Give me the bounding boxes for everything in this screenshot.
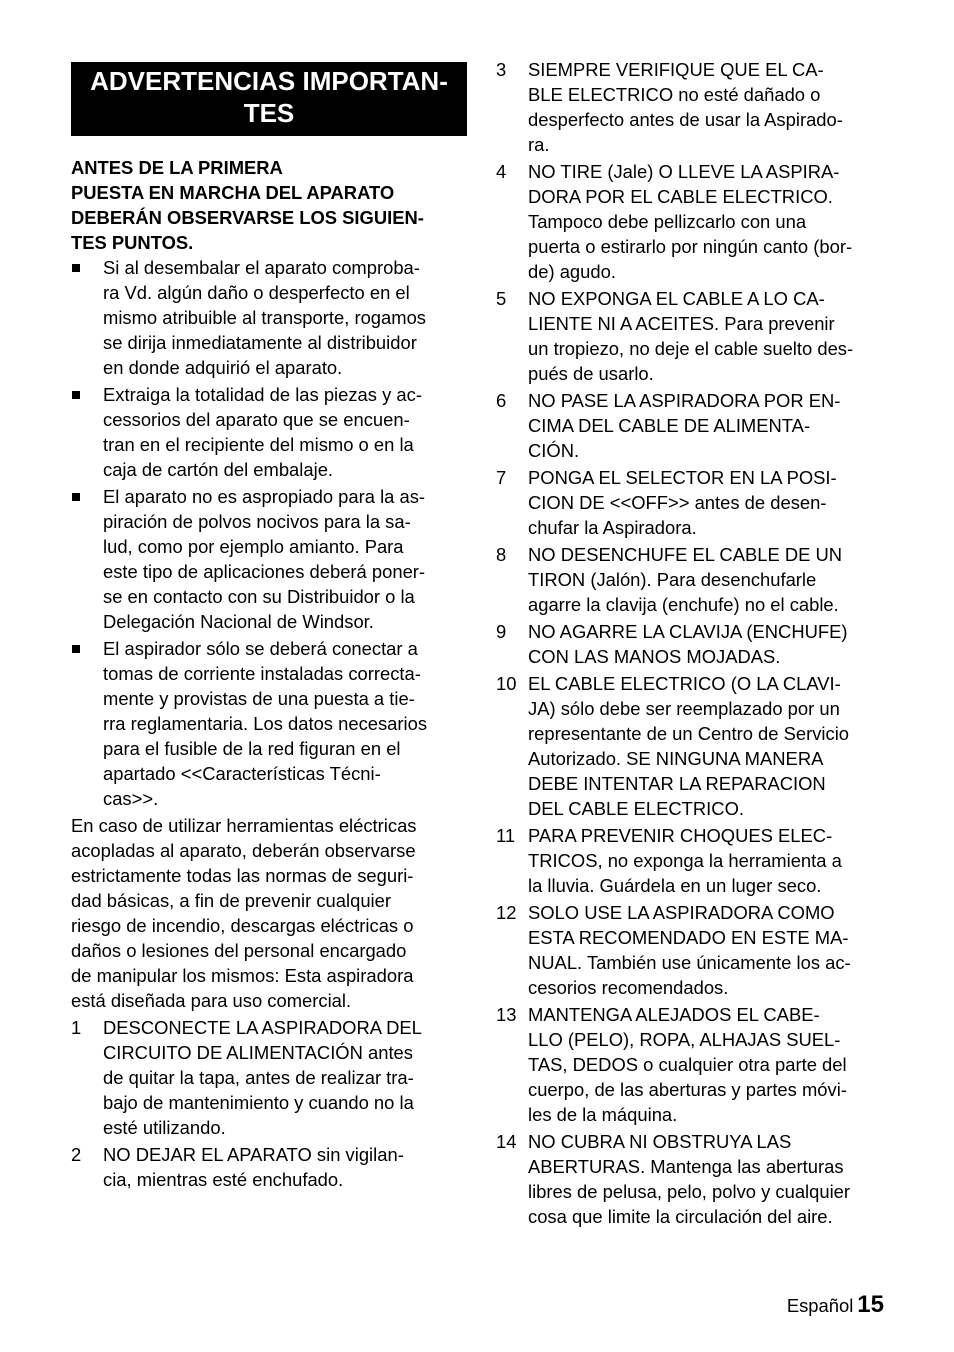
item-number: 2 bbox=[71, 1144, 82, 1165]
text-line: Autorizado. SE NINGUNA MANERA bbox=[528, 748, 824, 769]
numbered-list-right bbox=[496, 57, 886, 1229]
text-line: apartado <<Características Técni- bbox=[103, 763, 381, 784]
bullet-list bbox=[71, 255, 467, 811]
text-line: PONGA EL SELECTOR EN LA POSI- bbox=[528, 467, 837, 488]
text-line: un tropiezo, no deje el cable suelto des- bbox=[528, 338, 854, 359]
numbered-item bbox=[496, 388, 886, 463]
bullet-item bbox=[71, 636, 467, 811]
item-number: 1 bbox=[71, 1017, 82, 1038]
text-line: estrictamente todas las normas de seguri- bbox=[71, 865, 414, 886]
item-number: 6 bbox=[496, 390, 507, 411]
square-bullet-icon bbox=[72, 493, 80, 501]
text-line: esté utilizando. bbox=[103, 1117, 226, 1138]
numbered-item bbox=[496, 465, 886, 540]
text-line: desperfecto antes de usar la Aspirado- bbox=[528, 109, 843, 130]
numbered-item bbox=[496, 1129, 886, 1229]
item-number: 13 bbox=[496, 1004, 517, 1025]
text-line: NO DESENCHUFE EL CABLE DE UN bbox=[528, 544, 843, 565]
text-line: ra Vd. algún daño o desperfecto en el bbox=[103, 282, 410, 303]
item-number: 4 bbox=[496, 161, 507, 182]
text-line: acopladas al aparato, deberán observarse bbox=[71, 840, 416, 861]
page-number: 15 bbox=[857, 1291, 884, 1318]
footer-language: Español bbox=[786, 1295, 854, 1316]
intro-heading-line: TES PUNTOS. bbox=[71, 232, 194, 253]
text-line: cas>>. bbox=[103, 788, 159, 809]
intro-heading-line: ANTES DE LA PRIMERA bbox=[71, 157, 283, 178]
text-line: ra. bbox=[528, 134, 550, 155]
text-line: representante de un Centro de Servicio bbox=[528, 723, 850, 744]
item-number: 7 bbox=[496, 467, 507, 488]
text-line: NO PASE LA ASPIRADORA POR EN- bbox=[528, 390, 841, 411]
numbered-item bbox=[496, 823, 886, 898]
text-line: DORA POR EL CABLE ELECTRICO. bbox=[528, 186, 833, 207]
text-line: TRICOS, no exponga la herramienta a bbox=[528, 850, 842, 871]
numbered-item bbox=[496, 671, 886, 821]
text-line: CIÓN. bbox=[528, 440, 580, 461]
text-line: este tipo de aplicaciones deberá poner- bbox=[103, 561, 426, 582]
text-line: pués de usarlo. bbox=[528, 363, 654, 384]
text-line: Extraiga la totalidad de las piezas y ac- bbox=[103, 384, 422, 405]
text-line: bajo de mantenimiento y cuando no la bbox=[103, 1092, 414, 1113]
numbered-item bbox=[496, 900, 886, 1000]
section-title bbox=[71, 62, 467, 136]
text-line: está diseñada para uso comercial. bbox=[71, 990, 352, 1011]
intro-heading-line: DEBERÁN OBSERVARSE LOS SIGUIEN- bbox=[71, 207, 424, 228]
numbered-item bbox=[71, 1142, 467, 1192]
text-line: MANTENGA ALEJADOS EL CABE- bbox=[528, 1004, 820, 1025]
text-line: la lluvia. Guárdela en un luger seco. bbox=[528, 875, 822, 896]
text-line: DEBE INTENTAR LA REPARACION bbox=[528, 773, 826, 794]
bullet-item bbox=[71, 382, 467, 482]
numbered-item bbox=[496, 57, 886, 157]
text-line: PARA PREVENIR CHOQUES ELEC- bbox=[528, 825, 833, 846]
text-line: caja de cartón del embalaje. bbox=[103, 459, 334, 480]
text-line: cia, mientras esté enchufado. bbox=[103, 1169, 344, 1190]
text-line: de) agudo. bbox=[528, 261, 616, 282]
text-line: SIEMPRE VERIFIQUE QUE EL CA- bbox=[528, 59, 824, 80]
text-line: riesgo de incendio, descargas eléctricas o bbox=[71, 915, 414, 936]
text-line: piración de polvos nocivos para la sa- bbox=[103, 511, 411, 532]
text-line: se en contacto con su Distribuidor o la bbox=[103, 586, 415, 607]
text-line: chufar la Aspiradora. bbox=[528, 517, 697, 538]
text-line: daños o lesiones del personal encargado bbox=[71, 940, 407, 961]
text-line: libres de pelusa, pelo, polvo y cualquier bbox=[528, 1181, 851, 1202]
text-line: DEL CABLE ELECTRICO. bbox=[528, 798, 744, 819]
text-line: BLE ELECTRICO no esté dañado o bbox=[528, 84, 821, 105]
numbered-item bbox=[496, 542, 886, 617]
text-line: NO AGARRE LA CLAVIJA (ENCHUFE) bbox=[528, 621, 848, 642]
text-line: de quitar la tapa, antes de realizar tra- bbox=[103, 1067, 414, 1088]
numbered-item bbox=[496, 159, 886, 284]
item-number: 11 bbox=[496, 825, 516, 846]
text-line: les de la máquina. bbox=[528, 1104, 678, 1125]
text-line: dad básicas, a fin de prevenir cualquier bbox=[71, 890, 391, 911]
text-line: Tampoco debe pellizcarlo con una bbox=[528, 211, 807, 232]
text-line: JA) sólo debe ser reemplazado por un bbox=[528, 698, 840, 719]
text-line: CION DE <<OFF>> antes de desen- bbox=[528, 492, 827, 513]
intro-heading bbox=[71, 155, 467, 255]
text-line: CON LAS MANOS MOJADAS. bbox=[528, 646, 781, 667]
text-line: ESTA RECOMENDADO EN ESTE MA- bbox=[528, 927, 849, 948]
text-line: cuerpo, de las aberturas y partes móvi- bbox=[528, 1079, 847, 1100]
text-line: En caso de utilizar herramientas eléctricas bbox=[71, 815, 417, 836]
page-footer bbox=[760, 1292, 884, 1318]
item-number: 3 bbox=[496, 59, 507, 80]
item-number: 9 bbox=[496, 621, 507, 642]
item-number: 12 bbox=[496, 902, 517, 923]
text-line: mismo atribuible al transporte, rogamos bbox=[103, 307, 426, 328]
text-line: rra reglamentaria. Los datos necesarios bbox=[103, 713, 428, 734]
text-line: NO DEJAR EL APARATO sin vigilan- bbox=[103, 1144, 404, 1165]
text-line: TIRON (Jalón). Para desenchufarle bbox=[528, 569, 817, 590]
text-line: TAS, DEDOS o cualquier otra parte del bbox=[528, 1054, 847, 1075]
text-line: tomas de corriente instaladas correcta- bbox=[103, 663, 421, 684]
numbered-item bbox=[71, 1015, 467, 1140]
text-line: DESCONECTE LA ASPIRADORA DEL bbox=[103, 1017, 422, 1038]
text-line: puerta o estirarlo por ningún canto (bor- bbox=[528, 236, 853, 257]
text-line: CIMA DEL CABLE DE ALIMENTA- bbox=[528, 415, 811, 436]
left-column bbox=[71, 62, 467, 1194]
item-number: 5 bbox=[496, 288, 507, 309]
text-line: NUAL. También use únicamente los ac- bbox=[528, 952, 851, 973]
text-line: CIRCUITO DE ALIMENTACIÓN antes bbox=[103, 1042, 413, 1063]
title-line: ADVERTENCIAS IMPORTAN- bbox=[90, 66, 448, 96]
text-line: se dirija inmediatamente al distribuidor bbox=[103, 332, 417, 353]
text-line: SOLO USE LA ASPIRADORA COMO bbox=[528, 902, 835, 923]
text-line: El aspirador sólo se deberá conectar a bbox=[103, 638, 418, 659]
numbered-item bbox=[496, 1002, 886, 1127]
text-line: para el fusible de la red figuran en el bbox=[103, 738, 401, 759]
text-line: cosa que limite la circulación del aire. bbox=[528, 1206, 833, 1227]
text-line: EL CABLE ELECTRICO (O LA CLAVI- bbox=[528, 673, 841, 694]
text-line: tran en el recipiente del mismo o en la bbox=[103, 434, 414, 455]
intro-heading-line: PUESTA EN MARCHA DEL APARATO bbox=[71, 182, 395, 203]
text-line: NO TIRE (Jale) O LLEVE LA ASPIRA- bbox=[528, 161, 840, 182]
item-number: 8 bbox=[496, 544, 507, 565]
text-line: Si al desembalar el aparato comproba- bbox=[103, 257, 420, 278]
numbered-list-left bbox=[71, 1015, 467, 1192]
text-line: LLO (PELO), ROPA, ALHAJAS SUEL- bbox=[528, 1029, 841, 1050]
square-bullet-icon bbox=[72, 645, 80, 653]
text-line: NO CUBRA NI OBSTRUYA LAS bbox=[528, 1131, 792, 1152]
text-line: en donde adquirió el aparato. bbox=[103, 357, 343, 378]
text-line: lud, como por ejemplo amianto. Para bbox=[103, 536, 404, 557]
text-line: Delegación Nacional de Windsor. bbox=[103, 611, 374, 632]
text-line: ABERTURAS. Mantenga las aberturas bbox=[528, 1156, 844, 1177]
text-line: cessorios del aparato que se encuen- bbox=[103, 409, 410, 430]
square-bullet-icon bbox=[72, 264, 80, 272]
right-column bbox=[496, 57, 886, 1231]
text-line: de manipular los mismos: Esta aspiradora bbox=[71, 965, 414, 986]
text-line: agarre la clavija (enchufe) no el cable. bbox=[528, 594, 839, 615]
text-line: NO EXPONGA EL CABLE A LO CA- bbox=[528, 288, 825, 309]
text-line: mente y provistas de una puesta a tie- bbox=[103, 688, 415, 709]
title-line: TES bbox=[243, 98, 295, 128]
item-number: 10 bbox=[496, 673, 517, 694]
square-bullet-icon bbox=[72, 391, 80, 399]
text-line: LIENTE NI A ACEITES. Para prevenir bbox=[528, 313, 835, 334]
numbered-item bbox=[496, 619, 886, 669]
bullet-item bbox=[71, 255, 467, 380]
item-number: 14 bbox=[496, 1131, 517, 1152]
safety-paragraph bbox=[71, 813, 467, 1013]
text-line: El aparato no es aspropiado para la as- bbox=[103, 486, 426, 507]
text-line: cesorios recomendados. bbox=[528, 977, 729, 998]
bullet-item bbox=[71, 484, 467, 634]
numbered-item bbox=[496, 286, 886, 386]
